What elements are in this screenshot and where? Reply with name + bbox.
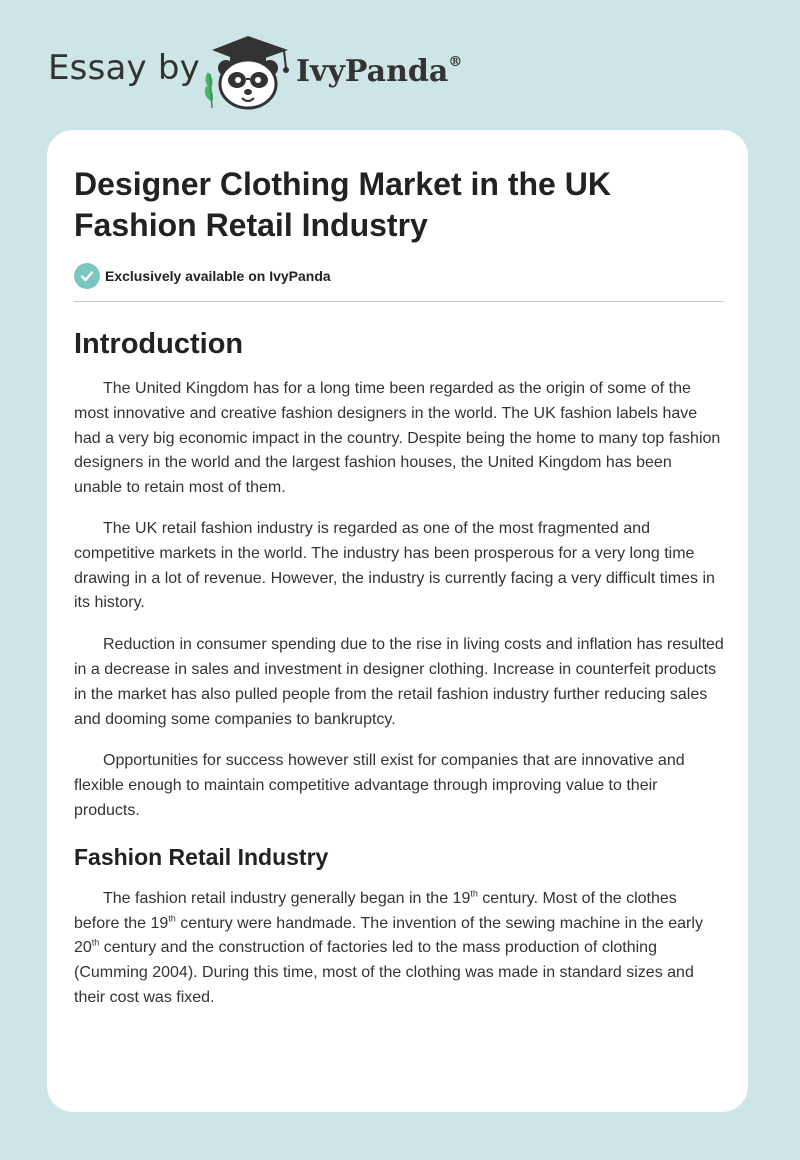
divider [74, 301, 724, 302]
essay-content [74, 164, 724, 1011]
paragraph: Reduction in consumer spending due to the rise in living costs and inflation has resulted in a decrease in sales and investment in designer clothing. Increase in counterfeit products in the market has also pulled people from the retail fashion industry further reducing sales and dooming some companies to bankruptcy. [74, 636, 724, 728]
ivypanda-logo-icon[interactable] [200, 34, 296, 110]
paragraph: The UK retail fashion industry is regarded as one of the most fragmented and competitive markets in the world. The industry has been prosperous for a very long time drawing in a lot of revenue. However, the industry is currently facing a very difficult times in its history. [74, 519, 715, 612]
section-heading-introduction: Introduction [74, 328, 244, 360]
checkmark-icon [74, 263, 100, 289]
section-heading-fashion-retail-industry: Fashion Retail Industry [74, 843, 329, 870]
leaf-icon [205, 72, 213, 108]
paragraph: Opportunities for success however still exist for companies that are innovative and flexible enough to maintain competitive advantage through improving value to their products. [74, 752, 685, 819]
essay-by-label: Essay by [48, 48, 200, 88]
site-header [0, 0, 800, 130]
essay-card [47, 130, 748, 1112]
exclusive-badge-label: Exclusively available on IvyPanda [105, 268, 331, 284]
essay-title: Designer Clothing Market in the UK Fashion Retail Industry [74, 166, 611, 243]
paragraph: The fashion retail industry generally began in the 19th century. Most of the clothes before the 19th century were handmade. The invention of the sewing machine in the early 20th century and the construction of factories led to the mass production of clothing (Cumming 2004). During this time, most of the clothing was made in standard sizes and their cost was fixed. [74, 888, 703, 1006]
paragraph: The United Kingdom has for a long time been regarded as the origin of some of the most innovative and creative fashion designers in the world. The UK fashion labels have had a very big economic impact in the country. Despite being the home to many top fashion designers in the world and the largest fashion houses, the United Kingdom has been unable to retain most of them. [74, 380, 721, 497]
exclusive-badge [74, 263, 724, 289]
ivypanda-brand-name[interactable]: IvyPanda® [296, 54, 463, 89]
